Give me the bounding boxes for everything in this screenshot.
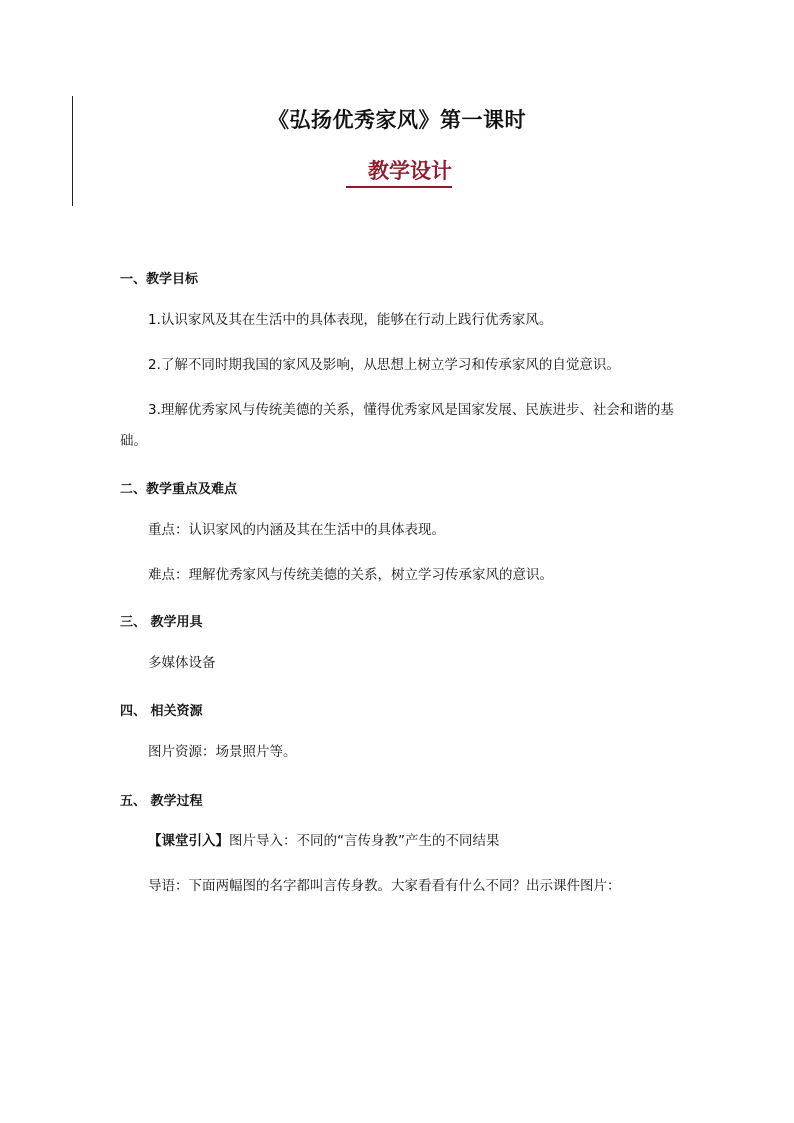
class-intro-text: 图片导入：不同的“言传身教”产生的不同结果: [229, 833, 500, 849]
subtitle-container: [0, 158, 794, 188]
resources-text: 图片资源：场景照片等。: [148, 744, 297, 760]
guide-text: 导语：下面两幅图的名字都叫言传身教。大家看看有什么不同？出示课件图片：: [148, 878, 621, 894]
class-intro-tag: 【课堂引入】: [148, 833, 229, 849]
section-heading-key-points: 二、教学重点及难点: [120, 482, 238, 497]
tools-text: 多媒体设备: [148, 655, 216, 671]
objective-item-1: 1.认识家风及其在生活中的具体表现，能够在行动上践行优秀家风。: [148, 312, 553, 328]
objective-item-2: 2.了解不同时期我国的家风及影响，从思想上树立学习和传承家风的自觉意识。: [148, 357, 620, 373]
key-point-text: 重点：认识家风的内涵及其在生活中的具体表现。: [148, 522, 445, 538]
objective-item-3: 3.理解优秀家风与传统美德的关系，懂得优秀家风是国家发展、民族进步、社会和谐的基础。: [120, 402, 674, 449]
page-title: 《弘扬优秀家风》第一课时: [268, 108, 526, 132]
page-subtitle: 教学设计: [346, 158, 452, 188]
difficult-point-text: 难点：理解优秀家风与传统美德的关系，树立学习传承家风的意识。: [148, 567, 553, 583]
section-heading-resources: 四、 相关资源: [120, 704, 203, 719]
section-heading-objectives: 一、教学目标: [120, 272, 199, 287]
section-heading-tools: 三、 教学用具: [120, 615, 203, 630]
class-intro-paragraph: [148, 826, 688, 857]
section-heading-process: 五、 教学过程: [120, 794, 203, 809]
